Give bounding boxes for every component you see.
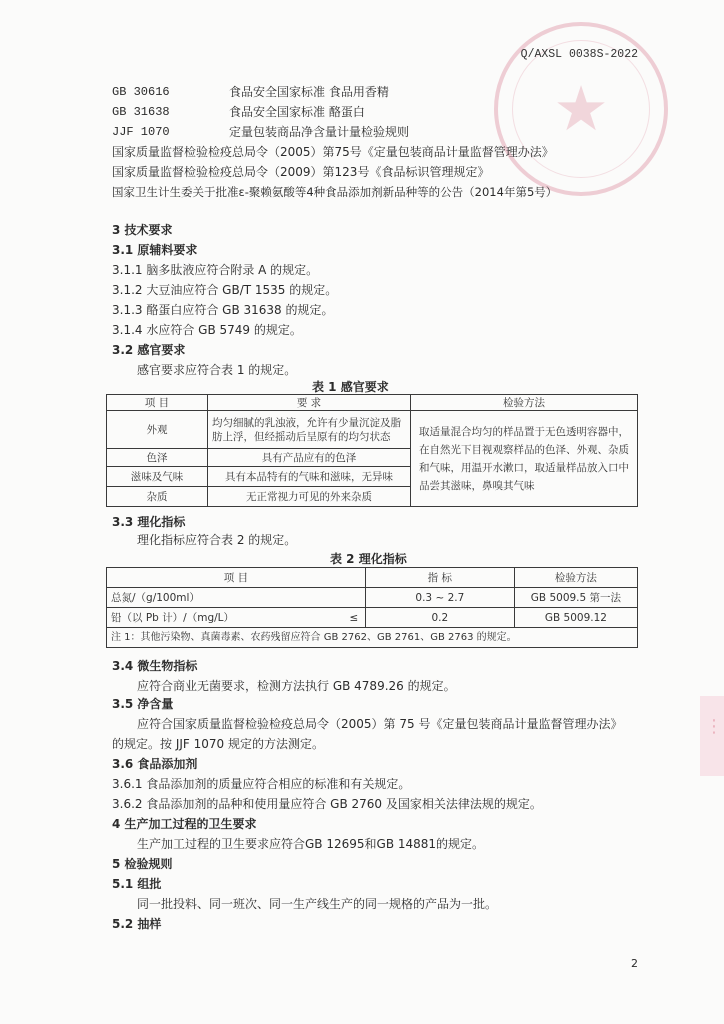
ref-title: 食品安全国家标准 食品用香精 [229, 85, 389, 99]
table-header: 检验方法 [514, 568, 637, 588]
table-cell: 外观 [107, 411, 208, 449]
sensory-table [106, 394, 638, 507]
clause-text: 3.1.2 大豆油应符合 GB/T 1535 的规定。 [112, 283, 338, 297]
clause-text: 理化指标应符合表 2 的规定。 [137, 533, 297, 547]
table-header: 要 求 [208, 395, 411, 411]
table-cell: 铅（以 Pb 计）/（mg/L） [107, 608, 343, 628]
table-cell: 具有本品特有的气味和滋味，无异味 [208, 467, 411, 487]
section-heading: 3.5 净含量 [112, 697, 174, 711]
section-heading: 4 生产加工过程的卫生要求 [112, 817, 257, 831]
section-heading: 3.6 食品添加剂 [112, 757, 198, 771]
table-header: 检验方法 [411, 395, 638, 411]
section-heading: 5.1 组批 [112, 877, 162, 891]
physicochemical-table [106, 567, 638, 648]
clause-text: 3.1.4 水应符合 GB 5749 的规定。 [112, 323, 302, 337]
table-cell: 色泽 [107, 449, 208, 467]
ref-title: 食品安全国家标准 酪蛋白 [229, 105, 365, 119]
clause-text: 生产加工过程的卫生要求应符合GB 12695和GB 14881的规定。 [137, 837, 485, 851]
table-cell: 滋味及气味 [107, 467, 208, 487]
section-heading: 3 技术要求 [112, 223, 173, 237]
table-cell: GB 5009.12 [514, 608, 637, 628]
side-seal-mark: ⋮ [705, 716, 723, 737]
clause-text: 3.6.1 食品添加剂的质量应符合相应的标准和有关规定。 [112, 777, 411, 791]
clause-text: 应符合国家质量监督检验检疫总局令（2005）第 75 号《定量包装商品计量监督管理办法》 [137, 717, 623, 731]
star-icon: ★ [553, 72, 609, 145]
table-cell [343, 588, 366, 608]
ref-title: 定量包装商品净含量计量检验规则 [229, 125, 410, 139]
table-cell: 具有产品应有的色泽 [208, 449, 411, 467]
table-caption: 表 2 理化指标 [330, 552, 407, 566]
ref-code: GB 31638 [112, 105, 170, 119]
table-header: 项 目 [107, 568, 366, 588]
standard-code: Q/AXSL 0038S-2022 [520, 48, 638, 61]
section-heading: 3.2 感官要求 [112, 343, 186, 357]
table-header: 指 标 [365, 568, 514, 588]
table-cell: 0.2 [365, 608, 514, 628]
ref-regulation: 国家质量监督检验检疫总局令（2005）第75号《定量包装商品计量监督管理办法》 [112, 145, 554, 159]
table-cell: 取适量混合均匀的样品置于无色透明容器中，在自然光下目视观察样品的色泽、外观、杂质和气味，用温开水漱口，取适量样品放入口中品尝其滋味，鼻嗅其气味 [411, 411, 638, 507]
clause-text: 3.6.2 食品添加剂的品种和使用量应符合 GB 2760 及国家相关法律法规的规定。 [112, 797, 542, 811]
table-cell: 总氮/（g/100ml） [107, 588, 343, 608]
clause-text: 感官要求应符合表 1 的规定。 [137, 363, 297, 377]
table-header: 项 目 [107, 395, 208, 411]
table-cell: 0.3 ~ 2.7 [365, 588, 514, 608]
ref-code: JJF 1070 [112, 125, 170, 139]
ref-code: GB 30616 [112, 85, 170, 99]
page-number: 2 [631, 957, 638, 970]
table-cell: GB 5009.5 第一法 [514, 588, 637, 608]
clause-text: 应符合商业无菌要求，检测方法执行 GB 4789.26 的规定。 [137, 679, 456, 693]
section-heading: 5 检验规则 [112, 857, 173, 871]
section-heading: 5.2 抽样 [112, 917, 162, 931]
table-cell: 均匀细腻的乳浊液，允许有少量沉淀及脂肪上浮，但经摇动后呈原有的均匀状态 [208, 411, 411, 449]
ref-regulation: 国家卫生计生委关于批准ε-聚赖氨酸等4种食品添加剂新品种等的公告（2014年第5号） [112, 185, 558, 199]
table-cell: ≤ [343, 608, 366, 628]
table-note: 注 1：其他污染物、真菌毒素、农药残留应符合 GB 2762、GB 2761、GB 2763 的规定。 [107, 628, 638, 648]
clause-text: 3.1.1 脑多肽液应符合附录 A 的规定。 [112, 263, 319, 277]
clause-text: 同一批投料、同一班次、同一生产线生产的同一规格的产品为一批。 [137, 897, 498, 911]
section-heading: 3.1 原辅料要求 [112, 243, 198, 257]
table-cell: 无正常视力可见的外来杂质 [208, 487, 411, 507]
clause-text: 的规定。按 JJF 1070 规定的方法测定。 [112, 737, 324, 751]
ref-regulation: 国家质量监督检验检疫总局令（2009）第123号《食品标识管理规定》 [112, 165, 490, 179]
table-cell: 杂质 [107, 487, 208, 507]
table-caption: 表 1 感官要求 [312, 380, 389, 394]
section-heading: 3.3 理化指标 [112, 515, 186, 529]
clause-text: 3.1.3 酪蛋白应符合 GB 31638 的规定。 [112, 303, 334, 317]
section-heading: 3.4 微生物指标 [112, 659, 198, 673]
